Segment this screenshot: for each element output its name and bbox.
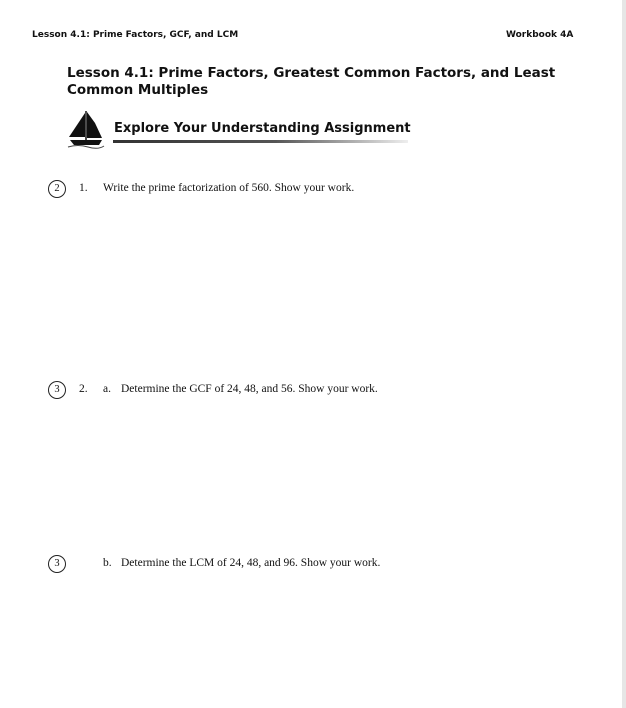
section-underline bbox=[113, 140, 408, 143]
section-heading: Explore Your Understanding Assignment bbox=[114, 121, 411, 136]
points-badge: 2 bbox=[48, 180, 66, 198]
question-number: 2. bbox=[79, 383, 88, 395]
sailboat-icon bbox=[66, 109, 106, 151]
question-text: Determine the GCF of 24, 48, and 56. Show your work. bbox=[121, 383, 378, 395]
question-part: b. bbox=[103, 557, 112, 569]
header-workbook: Workbook 4A bbox=[506, 30, 574, 40]
question-number: 1. bbox=[79, 182, 88, 194]
points-badge: 3 bbox=[48, 555, 66, 573]
page-title: Lesson 4.1: Prime Factors, Greatest Common Factors, and Least Common Multiples bbox=[67, 65, 556, 98]
page-edge bbox=[622, 0, 626, 708]
question-text: Write the prime factorization of 560. Show your work. bbox=[103, 182, 355, 194]
question-text: Determine the LCM of 24, 48, and 96. Show your work. bbox=[121, 557, 381, 569]
points-badge: 3 bbox=[48, 381, 66, 399]
header-lesson: Lesson 4.1: Prime Factors, GCF, and LCM bbox=[32, 30, 239, 40]
question-part: a. bbox=[103, 383, 111, 395]
